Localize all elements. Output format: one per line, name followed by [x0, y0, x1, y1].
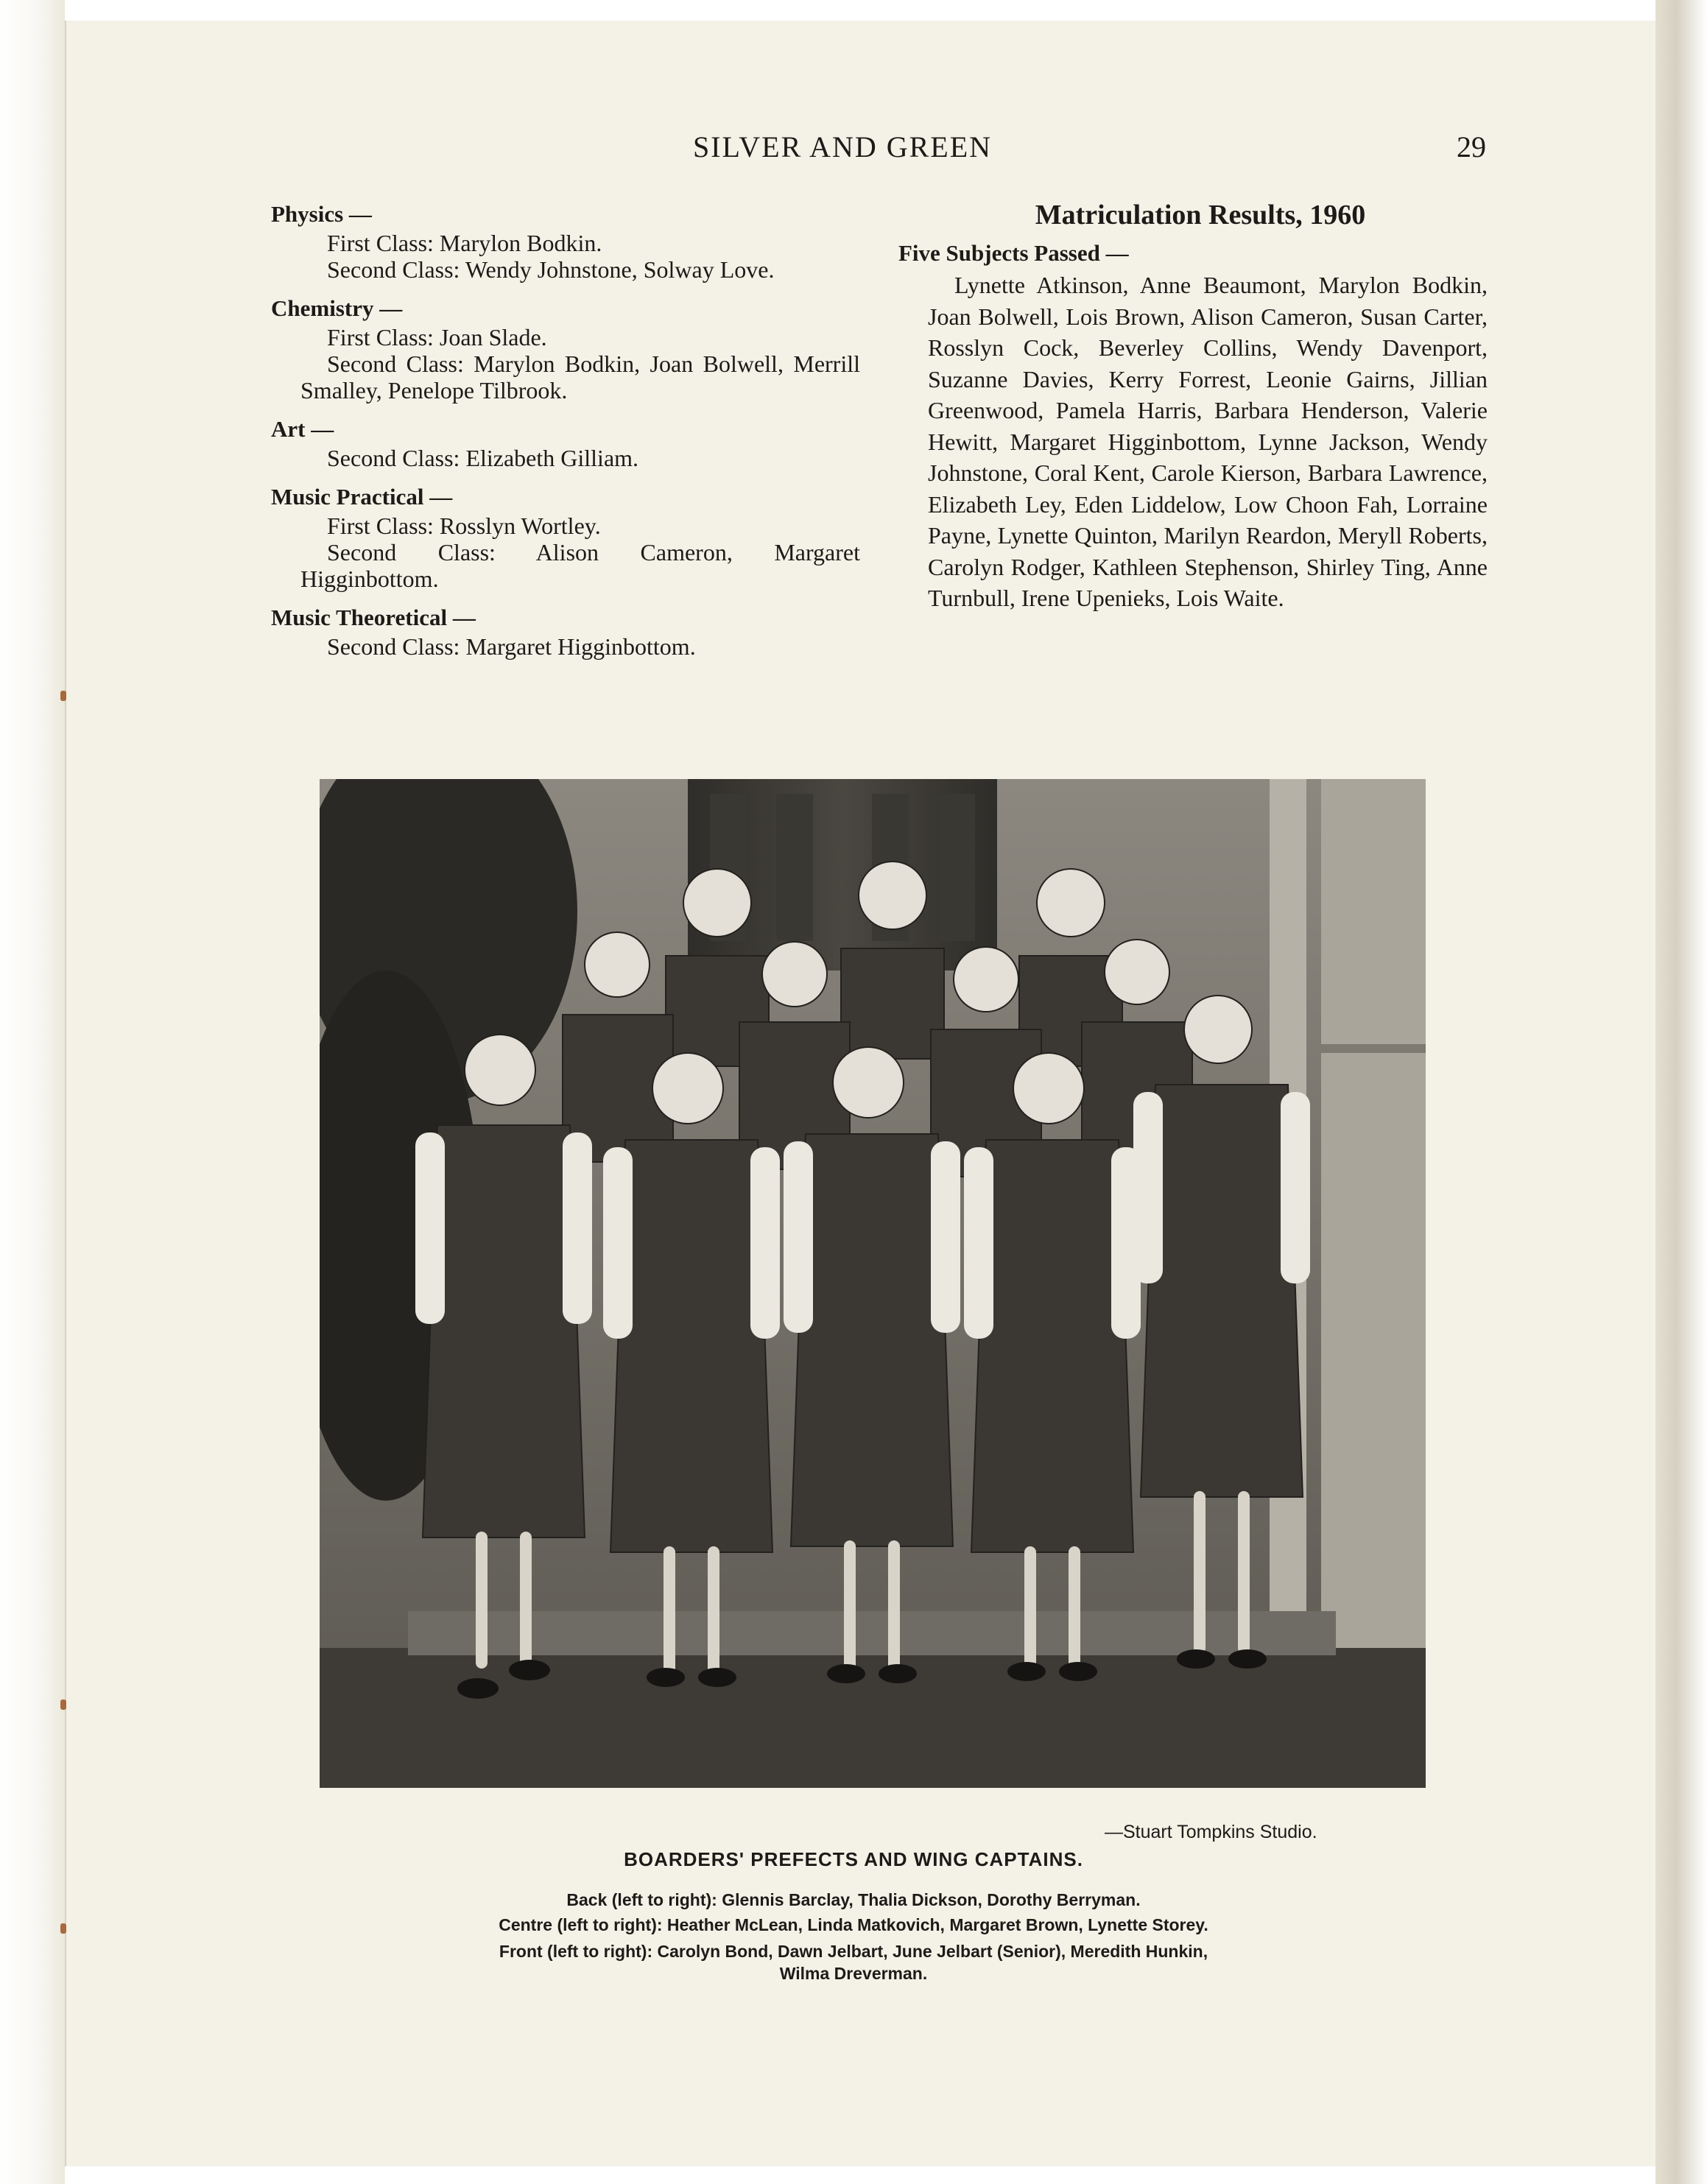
subject-heading: Music Practical —: [271, 484, 453, 510]
section-title: Matriculation Results, 1960: [1035, 200, 1366, 230]
subject-heading: Art —: [271, 416, 334, 442]
subject-heading: Chemistry —: [271, 295, 403, 321]
caption-line-back-row: Back (left to right): Glennis Barclay, Thalia Dickson, Dorothy Berryman.: [566, 1890, 1141, 1909]
photo-illustration: [320, 779, 1426, 1788]
result-line: Second Class: Alison Cameron, Margaret Higginbottom.: [300, 539, 860, 592]
exam-results-column: [271, 199, 860, 670]
group-photograph: [320, 779, 1426, 1788]
subject-physics: [271, 199, 860, 283]
caption-line-centre-row: Centre (left to right): Heather McLean, Linda Matkovich, Margaret Brown, Lynette Storey.: [499, 1915, 1208, 1934]
subject-music-theoretical: [271, 602, 860, 660]
binding-mark: [60, 691, 66, 701]
section-subheading: Five Subjects Passed —: [898, 240, 1129, 266]
result-line: Second Class: Elizabeth Gilliam.: [327, 445, 639, 471]
binding-mark: [60, 1699, 66, 1710]
student-name-list: Lynette Atkinson, Anne Beaumont, Marylon Bodkin, Joan Bolwell, Lois Brown, Alison Cameron, Susan Carter, Rosslyn Cock, Beverley Collins, Wendy Davenport, Suzanne Davies, Kerry Forrest, Leonie Gairns, Jillian Greenwood, Pamela Harris, Barbara Henderson, Valerie Hewitt, Margaret Higginbottom, Lynne Jackson, Wendy Johnstone, Coral Kent, Carole Kierson, Barbara Lawrence, Elizabeth Ley, Eden Liddelow, Low Choon Fah, Lorraine Payne, Lynette Quinton, Marilyn Reardon, Meryll Roberts, Carolyn Rodger, Kathleen Stephenson, Shirley Ting, Anne Turnbull, Irene Upenieks, Lois Waite.: [928, 272, 1488, 611]
subject-heading: Music Theoretical —: [271, 605, 476, 630]
result-line: Second Class: Margaret Higginbottom.: [327, 633, 696, 660]
running-head: [0, 130, 1707, 164]
caption-line-front-row-continued: Wilma Dreverman.: [779, 1964, 928, 1983]
caption-line-front-row: Front (left to right): Carolyn Bond, Dawn Jelbart, June Jelbart (Senior), Meredith Hunkin,: [499, 1942, 1208, 1961]
result-line: Second Class: Marylon Bodkin, Joan Bolwell, Merrill Smalley, Penelope Tilbrook.: [300, 351, 860, 404]
result-line: First Class: Joan Slade.: [327, 324, 547, 351]
scan-margin-top: [65, 0, 1655, 21]
subject-heading: Physics —: [271, 201, 372, 227]
result-line: First Class: Marylon Bodkin.: [327, 230, 602, 256]
scan-margin-bottom: [65, 2166, 1655, 2184]
result-line: First Class: Rosslyn Wortley.: [327, 512, 601, 539]
photo-caption-title: BOARDERS' PREFECTS AND WING CAPTAINS.: [624, 1848, 1083, 1870]
result-line: Second Class: Wendy Johnstone, Solway Love.: [327, 256, 775, 283]
page-number: 29: [1457, 130, 1486, 163]
journal-title: SILVER AND GREEN: [692, 130, 993, 163]
subject-art: [271, 414, 860, 471]
matriculation-column: [898, 196, 1488, 614]
subject-music-practical: [271, 482, 860, 592]
subject-chemistry: [271, 293, 860, 404]
photo-credit: —Stuart Tompkins Studio.: [1105, 1822, 1317, 1842]
